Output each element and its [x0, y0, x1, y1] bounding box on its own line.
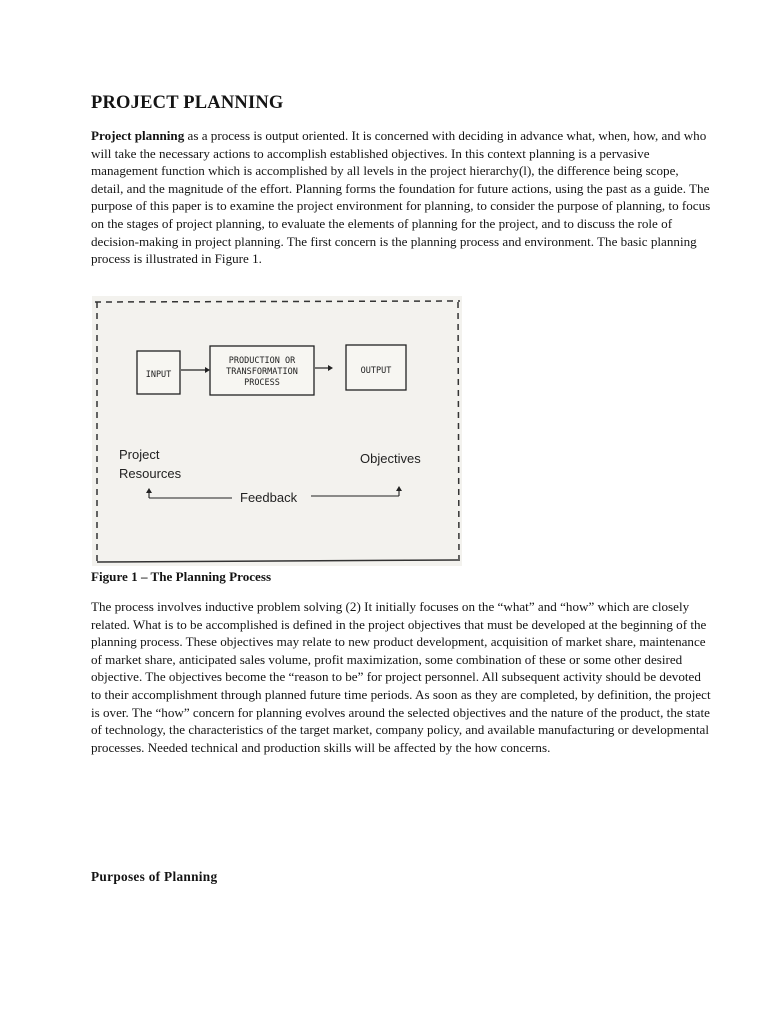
planning-process-figure [92, 296, 462, 566]
process-label-line2: TRANSFORMATION [226, 367, 298, 377]
project-resources-line1: Project [119, 447, 160, 462]
section-heading: Purposes of Planning [91, 869, 218, 884]
page-title: PROJECT PLANNING [91, 93, 284, 113]
figure-caption: Figure 1 – The Planning Process [91, 569, 272, 584]
output-label: OUTPUT [360, 366, 392, 376]
process-label-line1: PRODUCTION OR [228, 356, 296, 366]
project-resources-line2: Resources [119, 466, 182, 481]
input-label: INPUT [145, 370, 172, 380]
intro-lead-term: Project planning [91, 128, 185, 143]
intro-paragraph [91, 127, 711, 268]
process-label-line3: PROCESS [244, 378, 280, 388]
planning-process-diagram [92, 296, 462, 566]
intro-text: as a process is output oriented. It is concerned with deciding in advance what, when, how, and who will take the necessary actions to accomplish established objectives. In this context planning is a pervasive management function which is accomplished by all levels in the project hierarchy(l), the difference being scope, detail, and the magnitude of the effort. Planning forms the foundation for future actions, using the past as a guide. The purpose of this paper is to examine the project environment for planning, to consider the purpose of planning, to focus on the stages of project planning, to evaluate the elements of planning for the project, and to discuss the role of decision-making in project planning. The first concern is the planning process and environment. The basic planning process is illustrated in Figure 1. [91, 128, 711, 267]
objectives-label: Objectives [360, 451, 421, 466]
feedback-label: Feedback [240, 490, 298, 505]
body-paragraph: The process involves inductive problem solving (2) It initially focuses on the “what” and “how” which are closely related. What is to be accomplished is defined in the project objectives that must be developed at the beginning of the planning process. These objectives may relate to new product development, acquisition of market share, maintenance of market share, anticipated sales volume, profit maximization, some combination of these or some other desired objective. The objectives become the “reason to be” for project personnel. All subsequent activity should be devoted to their accomplishment through planned future time periods. As soon as they are completed, by definition, the project is over. The “how” concern for planning evolves around the selected objectives and the nature of the product, the state of technology, the characteristics of the target market, company policy, and available manufacturing or developmental processes. Needed technical and production skills will be affected by the how concerns. [91, 599, 711, 755]
